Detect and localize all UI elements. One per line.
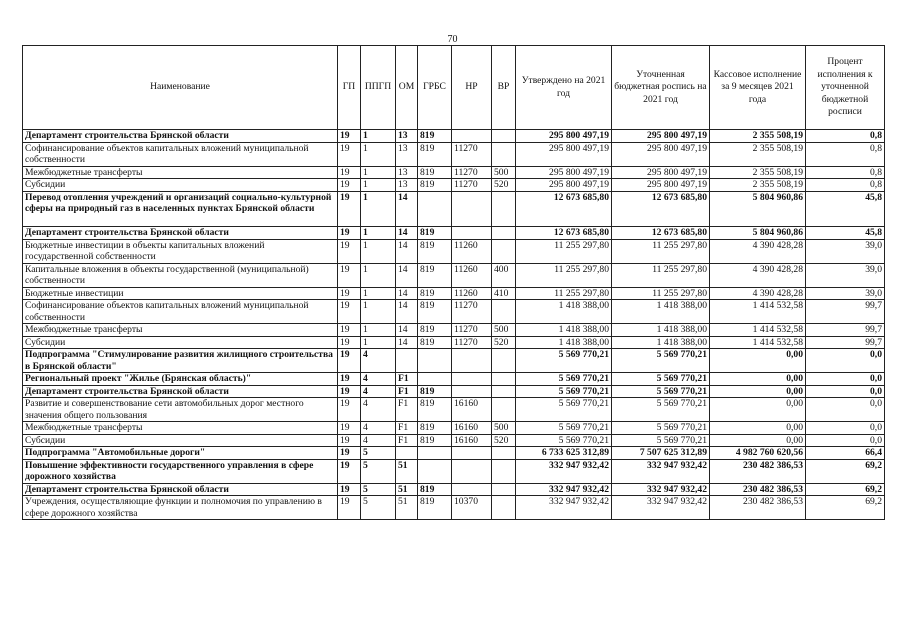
cell-ppgp: 4 — [361, 434, 396, 447]
table-row — [23, 434, 885, 447]
cell-cash: 4 390 428,28 — [710, 263, 806, 287]
cell-ppgp: 5 — [361, 496, 396, 520]
cell-percent: 0,8 — [806, 166, 885, 179]
cell-gp: 19 — [338, 179, 361, 192]
cell-refined: 12 673 685,80 — [612, 191, 710, 227]
cell-name: Подпрограмма "Стимулирование развития жилищного строительства в Брянской области" — [23, 349, 338, 373]
cell-grbs — [418, 373, 452, 386]
cell-np — [452, 373, 492, 386]
cell-np: 11270 — [452, 336, 492, 349]
table-row — [23, 324, 885, 337]
cell-ppgp: 1 — [361, 300, 396, 324]
cell-grbs: 819 — [418, 130, 452, 143]
cell-ppgp: 5 — [361, 447, 396, 460]
table-row — [23, 447, 885, 460]
cell-gp: 19 — [338, 447, 361, 460]
table-row — [23, 483, 885, 496]
cell-om: 13 — [396, 179, 418, 192]
cell-refined: 332 947 932,42 — [612, 483, 710, 496]
cell-grbs: 819 — [418, 179, 452, 192]
cell-np — [452, 191, 492, 227]
cell-grbs — [418, 349, 452, 373]
cell-name: Софинансирование объектов капитальных вложений муниципальной собственности — [23, 142, 338, 166]
cell-approved: 295 800 497,19 — [516, 130, 612, 143]
cell-vr: 500 — [492, 324, 516, 337]
cell-gp: 19 — [338, 385, 361, 398]
cell-name: Межбюджетные трансферты — [23, 422, 338, 435]
cell-vr: 520 — [492, 179, 516, 192]
cell-vr: 400 — [492, 263, 516, 287]
cell-approved: 11 255 297,80 — [516, 239, 612, 263]
cell-percent: 0,0 — [806, 349, 885, 373]
cell-gp: 19 — [338, 130, 361, 143]
cell-grbs: 819 — [418, 300, 452, 324]
cell-approved: 295 800 497,19 — [516, 166, 612, 179]
cell-vr — [492, 385, 516, 398]
cell-om: F1 — [396, 373, 418, 386]
cell-om: 13 — [396, 166, 418, 179]
cell-approved: 5 569 770,21 — [516, 385, 612, 398]
cell-np — [452, 349, 492, 373]
cell-vr — [492, 447, 516, 460]
cell-name: Повышение эффективности государственного управления в сфере дорожного хозяйства — [23, 459, 338, 483]
cell-approved: 295 800 497,19 — [516, 179, 612, 192]
cell-om: 13 — [396, 130, 418, 143]
cell-ppgp: 5 — [361, 483, 396, 496]
cell-percent: 45,8 — [806, 227, 885, 240]
cell-np — [452, 385, 492, 398]
cell-name: Подпрограмма "Автомобильные дороги" — [23, 447, 338, 460]
cell-grbs — [418, 447, 452, 460]
cell-gp: 19 — [338, 434, 361, 447]
cell-name: Бюджетные инвестиции — [23, 287, 338, 300]
table-row — [23, 166, 885, 179]
cell-om: 14 — [396, 287, 418, 300]
cell-vr: 500 — [492, 166, 516, 179]
cell-refined: 7 507 625 312,89 — [612, 447, 710, 460]
cell-ppgp: 1 — [361, 191, 396, 227]
cell-cash: 1 414 532,58 — [710, 300, 806, 324]
cell-refined: 332 947 932,42 — [612, 459, 710, 483]
cell-approved: 5 569 770,21 — [516, 373, 612, 386]
cell-name: Капитальные вложения в объекты государственной (муниципальной) собственности — [23, 263, 338, 287]
cell-vr — [492, 483, 516, 496]
cell-vr: 520 — [492, 434, 516, 447]
cell-ppgp: 4 — [361, 398, 396, 422]
cell-np: 16160 — [452, 398, 492, 422]
header-om: ОМ — [396, 46, 418, 130]
cell-ppgp: 1 — [361, 130, 396, 143]
cell-np: 11260 — [452, 239, 492, 263]
cell-ppgp: 1 — [361, 142, 396, 166]
header-ppgp: ППГП — [361, 46, 396, 130]
header-percent: Процент исполнения к уточненной бюджетной росписи — [806, 46, 885, 130]
cell-gp: 19 — [338, 166, 361, 179]
cell-name: Региональный проект "Жилье (Брянская область)" — [23, 373, 338, 386]
cell-np — [452, 227, 492, 240]
cell-percent: 69,2 — [806, 483, 885, 496]
cell-vr — [492, 496, 516, 520]
cell-approved: 6 733 625 312,89 — [516, 447, 612, 460]
cell-percent: 66,4 — [806, 447, 885, 460]
cell-refined: 1 418 388,00 — [612, 324, 710, 337]
table-row — [23, 373, 885, 386]
cell-np: 11270 — [452, 300, 492, 324]
cell-approved: 332 947 932,42 — [516, 496, 612, 520]
cell-np: 11260 — [452, 263, 492, 287]
cell-approved: 1 418 388,00 — [516, 336, 612, 349]
cell-om — [396, 349, 418, 373]
header-cash: Кассовое исполнение за 9 месяцев 2021 года — [710, 46, 806, 130]
cell-grbs: 819 — [418, 239, 452, 263]
cell-ppgp: 1 — [361, 336, 396, 349]
cell-cash: 5 804 960,86 — [710, 227, 806, 240]
cell-approved: 5 569 770,21 — [516, 398, 612, 422]
cell-cash: 0,00 — [710, 385, 806, 398]
cell-cash: 230 482 386,53 — [710, 459, 806, 483]
cell-name: Учреждения, осуществляющие функции и полномочия по управлению в сфере дорожного хозяйства — [23, 496, 338, 520]
cell-gp: 19 — [338, 459, 361, 483]
cell-om: 51 — [396, 496, 418, 520]
cell-grbs: 819 — [418, 324, 452, 337]
cell-cash: 230 482 386,53 — [710, 483, 806, 496]
header-name: Наименование — [23, 46, 338, 130]
header-gp: ГП — [338, 46, 361, 130]
cell-om: 14 — [396, 324, 418, 337]
header-refined: Уточненная бюджетная роспись на 2021 год — [612, 46, 710, 130]
cell-om: 14 — [396, 263, 418, 287]
table-row — [23, 239, 885, 263]
cell-om: 14 — [396, 239, 418, 263]
cell-gp: 19 — [338, 324, 361, 337]
cell-cash: 1 414 532,58 — [710, 324, 806, 337]
cell-gp: 19 — [338, 300, 361, 324]
cell-grbs: 819 — [418, 227, 452, 240]
cell-ppgp: 4 — [361, 385, 396, 398]
cell-name: Субсидии — [23, 179, 338, 192]
header-row — [23, 46, 885, 130]
cell-gp: 19 — [338, 287, 361, 300]
cell-approved: 332 947 932,42 — [516, 459, 612, 483]
cell-np — [452, 459, 492, 483]
cell-ppgp: 4 — [361, 422, 396, 435]
cell-grbs — [418, 191, 452, 227]
cell-om: F1 — [396, 385, 418, 398]
cell-grbs: 819 — [418, 434, 452, 447]
cell-grbs — [418, 459, 452, 483]
cell-vr — [492, 239, 516, 263]
budget-execution-table — [22, 45, 885, 520]
cell-np: 11270 — [452, 166, 492, 179]
cell-cash: 2 355 508,19 — [710, 130, 806, 143]
header-np: НР — [452, 46, 492, 130]
cell-vr — [492, 227, 516, 240]
table-row — [23, 130, 885, 143]
cell-ppgp: 1 — [361, 179, 396, 192]
cell-percent: 0,0 — [806, 422, 885, 435]
cell-ppgp: 5 — [361, 459, 396, 483]
cell-vr — [492, 300, 516, 324]
table-row — [23, 142, 885, 166]
cell-name: Субсидии — [23, 336, 338, 349]
cell-np — [452, 130, 492, 143]
cell-ppgp: 1 — [361, 227, 396, 240]
table-row — [23, 300, 885, 324]
cell-refined: 295 800 497,19 — [612, 166, 710, 179]
cell-np — [452, 483, 492, 496]
header-grbs: ГРБС — [418, 46, 452, 130]
cell-vr: 410 — [492, 287, 516, 300]
cell-vr: 520 — [492, 336, 516, 349]
cell-percent: 99,7 — [806, 300, 885, 324]
page-number: 70 — [447, 34, 458, 45]
table-row — [23, 349, 885, 373]
cell-percent: 39,0 — [806, 239, 885, 263]
cell-approved: 11 255 297,80 — [516, 263, 612, 287]
cell-percent: 69,2 — [806, 496, 885, 520]
cell-percent: 0,8 — [806, 179, 885, 192]
cell-vr — [492, 398, 516, 422]
cell-cash: 0,00 — [710, 434, 806, 447]
cell-np: 11260 — [452, 287, 492, 300]
cell-np: 11270 — [452, 179, 492, 192]
cell-grbs: 819 — [418, 263, 452, 287]
cell-grbs: 819 — [418, 385, 452, 398]
cell-name: Департамент строительства Брянской области — [23, 385, 338, 398]
cell-percent: 0,8 — [806, 130, 885, 143]
cell-grbs: 819 — [418, 422, 452, 435]
cell-percent: 39,0 — [806, 263, 885, 287]
cell-percent: 69,2 — [806, 459, 885, 483]
cell-name: Бюджетные инвестиции в объекты капитальных вложений государственной собственности — [23, 239, 338, 263]
cell-percent: 39,0 — [806, 287, 885, 300]
cell-cash: 2 355 508,19 — [710, 166, 806, 179]
cell-om — [396, 447, 418, 460]
cell-gp: 19 — [338, 422, 361, 435]
table-row — [23, 263, 885, 287]
cell-name: Департамент строительства Брянской области — [23, 130, 338, 143]
cell-grbs: 819 — [418, 398, 452, 422]
cell-approved: 12 673 685,80 — [516, 227, 612, 240]
table-row — [23, 422, 885, 435]
cell-ppgp: 1 — [361, 166, 396, 179]
cell-grbs: 819 — [418, 142, 452, 166]
cell-om: 14 — [396, 191, 418, 227]
cell-vr — [492, 130, 516, 143]
cell-cash: 5 804 960,86 — [710, 191, 806, 227]
header-approved: Утверждено на 2021 год — [516, 46, 612, 130]
cell-gp: 19 — [338, 496, 361, 520]
cell-cash: 2 355 508,19 — [710, 142, 806, 166]
table-row — [23, 385, 885, 398]
cell-ppgp: 1 — [361, 324, 396, 337]
cell-name: Софинансирование объектов капитальных вложений муниципальной собственности — [23, 300, 338, 324]
cell-refined: 1 418 388,00 — [612, 336, 710, 349]
cell-np: 10370 — [452, 496, 492, 520]
header-vr: ВР — [492, 46, 516, 130]
cell-refined: 5 569 770,21 — [612, 349, 710, 373]
cell-percent: 99,7 — [806, 336, 885, 349]
cell-vr: 500 — [492, 422, 516, 435]
cell-grbs: 819 — [418, 166, 452, 179]
cell-ppgp: 4 — [361, 349, 396, 373]
cell-approved: 12 673 685,80 — [516, 191, 612, 227]
cell-om: F1 — [396, 434, 418, 447]
table-row — [23, 398, 885, 422]
table-row — [23, 459, 885, 483]
cell-vr — [492, 191, 516, 227]
cell-refined: 11 255 297,80 — [612, 287, 710, 300]
cell-cash: 0,00 — [710, 422, 806, 435]
cell-gp: 19 — [338, 239, 361, 263]
table-row — [23, 336, 885, 349]
cell-gp: 19 — [338, 191, 361, 227]
cell-refined: 5 569 770,21 — [612, 373, 710, 386]
cell-gp: 19 — [338, 349, 361, 373]
cell-name: Департамент строительства Брянской области — [23, 227, 338, 240]
cell-refined: 5 569 770,21 — [612, 422, 710, 435]
cell-percent: 0,0 — [806, 385, 885, 398]
table-body — [23, 130, 885, 520]
cell-om: F1 — [396, 398, 418, 422]
cell-np: 16160 — [452, 422, 492, 435]
table-row — [23, 287, 885, 300]
cell-refined: 5 569 770,21 — [612, 385, 710, 398]
cell-percent: 0,8 — [806, 142, 885, 166]
cell-gp: 19 — [338, 373, 361, 386]
cell-grbs: 819 — [418, 496, 452, 520]
cell-approved: 5 569 770,21 — [516, 349, 612, 373]
cell-cash: 1 414 532,58 — [710, 336, 806, 349]
cell-refined: 11 255 297,80 — [612, 239, 710, 263]
cell-percent: 0,0 — [806, 398, 885, 422]
cell-name: Межбюджетные трансферты — [23, 324, 338, 337]
cell-refined: 295 800 497,19 — [612, 179, 710, 192]
cell-refined: 295 800 497,19 — [612, 142, 710, 166]
table-row — [23, 496, 885, 520]
cell-percent: 45,8 — [806, 191, 885, 227]
cell-np — [452, 447, 492, 460]
cell-approved: 11 255 297,80 — [516, 287, 612, 300]
cell-approved: 1 418 388,00 — [516, 300, 612, 324]
cell-np: 11270 — [452, 142, 492, 166]
cell-refined: 1 418 388,00 — [612, 300, 710, 324]
cell-refined: 5 569 770,21 — [612, 398, 710, 422]
cell-cash: 4 390 428,28 — [710, 287, 806, 300]
cell-percent: 0,0 — [806, 434, 885, 447]
cell-om: 14 — [396, 336, 418, 349]
cell-name: Развитие и совершенствование сети автомобильных дорог местного значения общего пользования — [23, 398, 338, 422]
cell-om: F1 — [396, 422, 418, 435]
cell-approved: 5 569 770,21 — [516, 434, 612, 447]
cell-cash: 4 982 760 620,56 — [710, 447, 806, 460]
cell-ppgp: 1 — [361, 239, 396, 263]
cell-cash: 230 482 386,53 — [710, 496, 806, 520]
cell-percent: 0,0 — [806, 373, 885, 386]
cell-gp: 19 — [338, 336, 361, 349]
cell-gp: 19 — [338, 227, 361, 240]
cell-refined: 5 569 770,21 — [612, 434, 710, 447]
cell-approved: 295 800 497,19 — [516, 142, 612, 166]
cell-vr — [492, 349, 516, 373]
cell-grbs: 819 — [418, 336, 452, 349]
cell-approved: 5 569 770,21 — [516, 422, 612, 435]
cell-vr — [492, 142, 516, 166]
cell-cash: 0,00 — [710, 349, 806, 373]
cell-grbs: 819 — [418, 287, 452, 300]
cell-om: 14 — [396, 300, 418, 324]
cell-refined: 332 947 932,42 — [612, 496, 710, 520]
table-row — [23, 179, 885, 192]
cell-ppgp: 1 — [361, 287, 396, 300]
cell-cash: 2 355 508,19 — [710, 179, 806, 192]
cell-gp: 19 — [338, 483, 361, 496]
cell-approved: 1 418 388,00 — [516, 324, 612, 337]
cell-ppgp: 1 — [361, 263, 396, 287]
cell-cash: 0,00 — [710, 398, 806, 422]
cell-gp: 19 — [338, 398, 361, 422]
cell-name: Департамент строительства Брянской области — [23, 483, 338, 496]
cell-approved: 332 947 932,42 — [516, 483, 612, 496]
cell-om: 51 — [396, 483, 418, 496]
cell-name: Перевод отопления учреждений и организаций социально-культурной сферы на природный газ в населенных пунктах Брянской области — [23, 191, 338, 227]
cell-refined: 12 673 685,80 — [612, 227, 710, 240]
cell-ppgp: 4 — [361, 373, 396, 386]
cell-percent: 99,7 — [806, 324, 885, 337]
cell-om: 14 — [396, 227, 418, 240]
cell-om: 13 — [396, 142, 418, 166]
table-row — [23, 227, 885, 240]
cell-vr — [492, 459, 516, 483]
cell-cash: 0,00 — [710, 373, 806, 386]
cell-grbs: 819 — [418, 483, 452, 496]
cell-refined: 295 800 497,19 — [612, 130, 710, 143]
cell-np: 16160 — [452, 434, 492, 447]
cell-np: 11270 — [452, 324, 492, 337]
cell-refined: 11 255 297,80 — [612, 263, 710, 287]
cell-vr — [492, 373, 516, 386]
cell-cash: 4 390 428,28 — [710, 239, 806, 263]
cell-gp: 19 — [338, 142, 361, 166]
cell-name: Субсидии — [23, 434, 338, 447]
cell-gp: 19 — [338, 263, 361, 287]
cell-om: 51 — [396, 459, 418, 483]
cell-name: Межбюджетные трансферты — [23, 166, 338, 179]
table-row — [23, 191, 885, 227]
